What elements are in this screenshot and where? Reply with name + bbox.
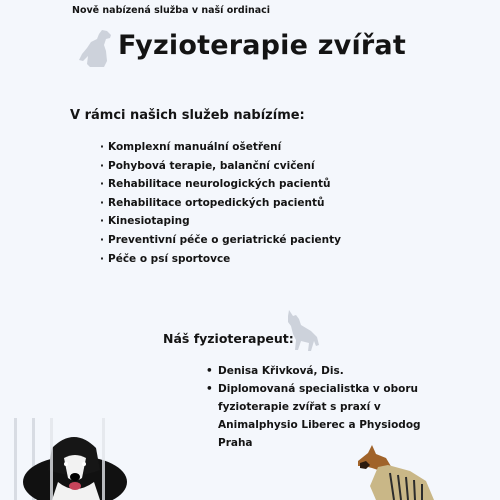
- list-item: · Kinesiotaping: [100, 212, 341, 231]
- dog-silhouette-icon: [76, 28, 114, 68]
- services-intro: V rámci našich služeb nabízíme:: [70, 108, 305, 123]
- list-item: · Rehabilitace ortopedických pacientů: [100, 194, 341, 213]
- dog-silhouette-icon: [283, 308, 323, 352]
- list-item: · Pohybová terapie, balanční cvičení: [100, 157, 341, 176]
- therapist-list: [206, 362, 456, 452]
- dog-photo-german-shepherd: [350, 445, 445, 500]
- therapist-label: Náš fyzioterapeut:: [163, 331, 294, 346]
- list-item: • Denisa Křivková, Dis.: [206, 362, 456, 380]
- dog-photo-border-collie: [0, 410, 135, 500]
- list-item: · Péče o psí sportovce: [100, 250, 341, 269]
- list-item: · Rehabilitace neurologických pacientů: [100, 175, 341, 194]
- page-title: Fyzioterapie zvířat: [118, 30, 406, 61]
- list-item: • Diplomovaná specialistka v oboru fyzioterapie zvířat s praxí v Animalphysio Liberec a Physiodog Praha: [206, 380, 456, 452]
- services-list: [100, 138, 341, 268]
- top-note: Nově nabízená služba v naší ordinaci: [72, 5, 271, 16]
- list-item: · Komplexní manuální ošetření: [100, 138, 341, 157]
- list-item: · Preventivní péče o geriatrické pacienty: [100, 231, 341, 250]
